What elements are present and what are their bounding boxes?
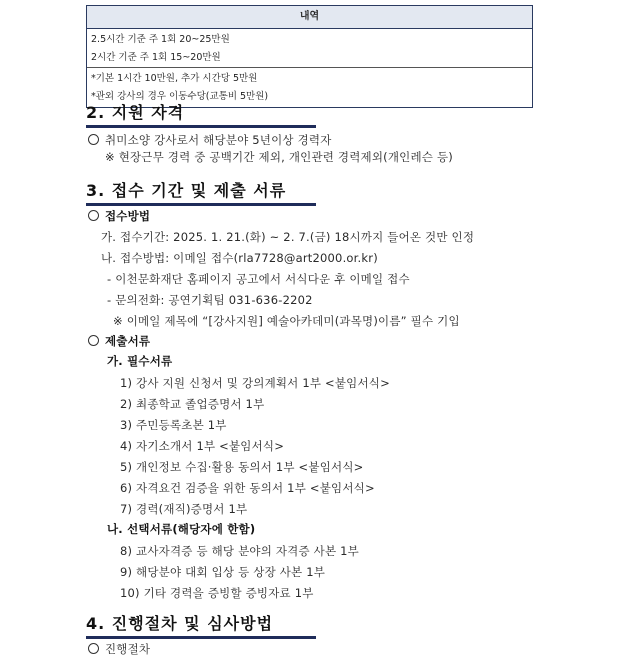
method-email-prefix: 나. 접수방법: 이메일 접수( xyxy=(101,251,239,265)
email-link[interactable]: rla7728@art2000.or.kr xyxy=(238,251,374,265)
list-item: 4) 자기소개서 1부 <붙임서식> xyxy=(120,439,285,453)
list-item: 1) 강사 지원 신청서 및 강의계획서 1부 <붙임서식> xyxy=(120,376,390,390)
table-row: *기본 1시간 10만원, 추가 시간당 5만원 xyxy=(87,67,532,88)
section-2-item-text: 취미소양 강사로서 해당분야 5년이상 경력자 xyxy=(105,133,332,147)
required-label: 가. 필수서류 xyxy=(107,354,173,368)
section-4-item xyxy=(88,641,150,657)
method-dash-1: - 이천문화재단 홈페이지 공고에서 서식다운 후 이메일 접수 xyxy=(107,272,410,286)
method-email-suffix: ) xyxy=(373,251,378,265)
list-item: 5) 개인정보 수집·활용 동의서 1부 <붙임서식> xyxy=(120,460,364,474)
section-2-item xyxy=(88,132,332,148)
section-4-item-text: 진행절차 xyxy=(105,642,151,656)
section-4-title: 4. 진행절차 및 심사방법 xyxy=(86,614,274,633)
section-divider xyxy=(86,636,316,639)
list-item: 9) 해당분야 대회 입상 등 상장 사본 1부 xyxy=(120,565,326,579)
table-row: *관외 강사의 경우 이동수당(교통비 5만원) xyxy=(91,90,269,102)
circle-bullet-icon xyxy=(88,134,99,145)
docs-label xyxy=(88,333,150,349)
section-2-title: 2. 지원 자격 xyxy=(86,103,185,122)
list-item: 8) 교사자격증 등 해당 분야의 자격증 사본 1부 xyxy=(120,544,359,558)
table-header: 내역 xyxy=(87,6,532,29)
list-item: 6) 자격요건 검증을 위한 동의서 1부 <붙임서식> xyxy=(120,481,375,495)
list-item: 3) 주민등록초본 1부 xyxy=(120,418,227,432)
table-row: 2시간 기준 주 1회 15~20만원 xyxy=(91,51,221,63)
method-dash-2: - 문의전화: 공연기획팀 031-636-2202 xyxy=(107,293,313,307)
method-label-text: 접수방법 xyxy=(105,209,151,223)
circle-bullet-icon xyxy=(88,335,99,346)
method-period: 가. 접수기간: 2025. 1. 21.(화) ~ 2. 7.(금) 18시까지 들어온 것만 인정 xyxy=(101,230,475,244)
section-2-note: ※ 현장근무 경력 중 공백기간 제외, 개인관련 경력제외(개인레슨 등) xyxy=(105,150,453,164)
optional-label: 나. 선택서류(해당자에 한함) xyxy=(107,522,256,536)
section-divider xyxy=(86,125,316,128)
table-row: 2.5시간 기준 주 1회 20~25만원 xyxy=(91,34,230,45)
section-3-title: 3. 접수 기간 및 제출 서류 xyxy=(86,181,287,200)
list-item: 10) 기타 경력을 증빙할 증빙자료 1부 xyxy=(120,586,314,600)
method-label xyxy=(88,208,150,224)
section-divider xyxy=(86,203,316,206)
method-note: ※ 이메일 제목에 “[강사지원] 예술아카데미(과목명)이름” 필수 기입 xyxy=(113,314,460,328)
list-item: 7) 경력(재직)증명서 1부 xyxy=(120,502,248,516)
method-email xyxy=(101,250,378,266)
fee-table xyxy=(86,5,533,108)
circle-bullet-icon xyxy=(88,210,99,221)
docs-label-text: 제출서류 xyxy=(105,334,151,348)
circle-bullet-icon xyxy=(88,643,99,654)
list-item: 2) 최종학교 졸업증명서 1부 xyxy=(120,397,265,411)
